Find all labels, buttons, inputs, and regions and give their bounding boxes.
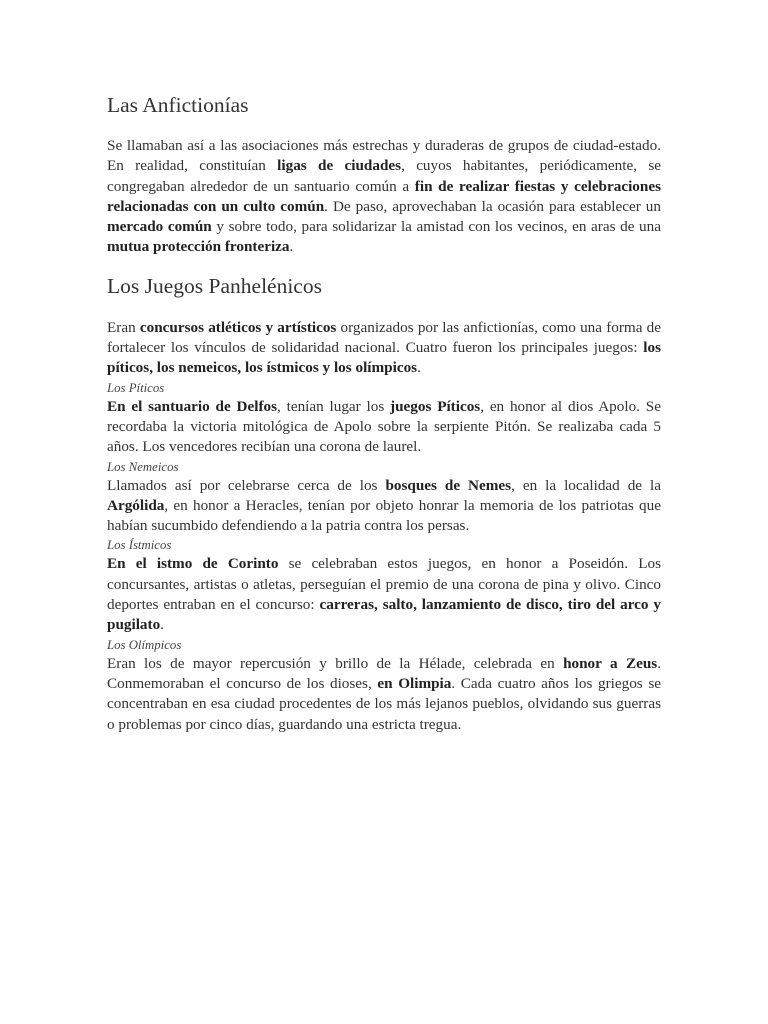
subsection-title-piticos: Los Píticos xyxy=(107,380,165,395)
bold-text-run: concursos atléticos y artísticos xyxy=(139,318,337,336)
bold-text-run: En el istmo de Corinto xyxy=(107,555,279,573)
text-run: . xyxy=(289,238,294,256)
subsection-paragraph-piticos xyxy=(107,397,661,458)
subsection-title-nemeicos: Los Nemeicos xyxy=(107,459,179,474)
text-run: se celebraban estos juegos, en honor a Poseidón. Los concursantes, artistas o atletas, perseguían el premio de una corona de pina y olivo. Cinco deportes entraban en el concurso: xyxy=(107,555,661,614)
text-run: , en la localidad de la xyxy=(511,476,661,494)
text-run: . xyxy=(160,616,164,634)
text-run: . xyxy=(417,359,421,377)
section-paragraph-juegos-panhelenicos xyxy=(107,318,661,379)
text-run: . Cada cuatro años los griegos se concentraban en esa ciudad procedentes de los más lejanos pueblos, olvidando sus guerras o problemas por cinco días, guardando una estricta tregua. xyxy=(107,674,661,733)
subsection-title-istmicos: Los Ístmicos xyxy=(107,538,172,553)
bold-text-run: fin de realizar fiestas y celebraciones relacionadas con un culto común xyxy=(107,177,661,215)
text-run: y sobre todo, para solidarizar la amistad con los vecinos, en aras de una xyxy=(211,218,661,236)
bold-text-run: juegos Píticos xyxy=(390,397,481,415)
bold-text-run: los píticos, los nemeicos, los ístmicos y los olímpicos xyxy=(107,339,661,377)
bold-text-run: mercado común xyxy=(107,218,212,236)
document-page xyxy=(107,90,661,735)
text-run: organizados por las anfictionías, como una forma de fortalecer los vínculos de solidaridad nacional. Cuatro fueron los principales juegos: xyxy=(107,318,662,357)
text-run: , tenían lugar los xyxy=(277,397,391,415)
bold-text-run: En el santuario de Delfos xyxy=(107,397,278,415)
section-title-juegos-panhelenicos: Los Juegos Panhelénicos xyxy=(107,273,322,298)
bold-text-run: mutua protección fronteriza xyxy=(107,238,290,256)
section-paragraph-anfictionias xyxy=(107,136,661,258)
text-run: , en honor al dios Apolo. Se recordaba la victoria mitológica de Apolo sobre la serpiente Pitón. Se realizaba cada 5 años. Los vencedores recibían una corona de laurel. xyxy=(107,397,661,456)
text-run: . De paso, aprovechaban la ocasión para establecer un xyxy=(324,197,661,215)
bold-text-run: bosques de Nemes xyxy=(385,476,512,494)
bold-text-run: Argólida xyxy=(107,496,165,514)
text-run: Eran los de mayor repercusión y brillo de la Hélade, celebrada en xyxy=(107,654,564,672)
text-run: , cuyos habitantes, periódicamente, se congregaban alrededor de un santuario común a xyxy=(107,157,661,195)
bold-text-run: honor a Zeus xyxy=(563,654,658,672)
text-run: Llamados así por celebrarse cerca de los xyxy=(107,476,386,494)
bold-text-run: ligas de ciudades xyxy=(277,157,402,175)
text-run: . Conmemoraban el concurso de los dioses, xyxy=(107,654,661,692)
text-run: Se llamaban así a las asociaciones más estrechas y duraderas de grupos de ciudad-estado. En realidad, constituían xyxy=(107,137,661,175)
subsection-paragraph-istmicos xyxy=(107,554,661,635)
section-title-anfictionias: Las Anfictionías xyxy=(107,93,249,117)
text-run: Eran xyxy=(107,318,140,336)
bold-text-run: carreras, salto, lanzamiento de disco, tiro del arco y pugilato xyxy=(107,596,661,634)
subsection-paragraph-nemeicos xyxy=(107,476,661,537)
bold-text-run: en Olimpia xyxy=(377,674,452,692)
text-run: , en honor a Heracles, tenían por objeto honrar la memoria de los patriotas que habían sucumbido defendiendo a la patria contra los persas. xyxy=(107,496,661,535)
subsection-title-olimpicos: Los Olímpicos xyxy=(107,637,182,652)
subsection-paragraph-olimpicos xyxy=(107,654,661,735)
